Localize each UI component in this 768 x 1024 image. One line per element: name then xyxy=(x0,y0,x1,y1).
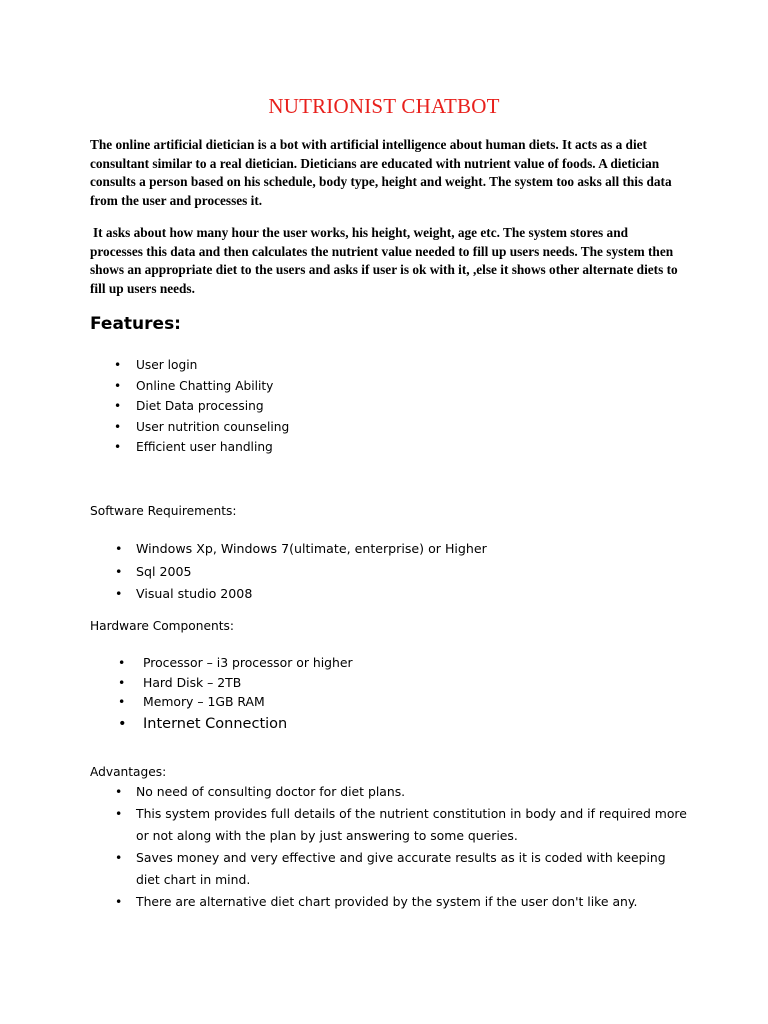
bullet-icon: • xyxy=(115,806,123,821)
list-item-text: Visual studio 2008 xyxy=(136,586,253,601)
list-item xyxy=(90,538,487,561)
document-title: NUTRIONIST CHATBOT xyxy=(268,94,500,118)
list-item-text: Saves money and very effective and give accurate results as it is coded with keeping diet chart in mind. xyxy=(136,850,666,887)
list-item xyxy=(90,355,289,376)
features-list xyxy=(90,355,289,458)
list-item xyxy=(90,437,289,458)
list-item xyxy=(90,417,289,438)
bullet-icon: • xyxy=(118,674,126,690)
bullet-icon: • xyxy=(115,563,123,579)
list-item-text: Memory – 1GB RAM xyxy=(143,694,265,709)
list-item-text: Hard Disk – 2TB xyxy=(143,674,242,690)
list-item-text: Internet Connection xyxy=(143,715,288,732)
list-item-text: User login xyxy=(136,358,198,372)
list-item xyxy=(90,692,353,712)
list-item-text: There are alternative diet chart provided by the system if the user don't like any. xyxy=(136,894,638,909)
bullet-icon: • xyxy=(115,894,123,909)
bullet-icon: • xyxy=(114,440,122,454)
bullet-icon: • xyxy=(114,419,122,434)
list-item-text: Efficient user handling xyxy=(136,440,273,454)
list-item xyxy=(90,803,690,847)
list-item xyxy=(90,847,690,891)
bullet-icon: • xyxy=(114,358,122,372)
bullet-icon: • xyxy=(118,715,127,732)
bullet-icon: • xyxy=(114,399,122,413)
list-item xyxy=(90,891,690,913)
process-paragraph: It asks about how many hour the user works, his height, weight, age etc. The system stores and processes this data and then calculates the nutrient value needed to fill up users needs. The system then shows an appropriate diet to the users and asks if user is ok with it, ,else it shows other alternate diets to fill up users needs. xyxy=(90,225,678,296)
list-item-text: Processor – i3 processor or higher xyxy=(143,655,353,670)
list-item-text: Online Chatting Ability xyxy=(136,378,274,393)
software-requirements-list xyxy=(90,538,487,606)
hardware-components-heading: Hardware Components: xyxy=(90,619,234,633)
list-item xyxy=(90,561,487,584)
bullet-icon: • xyxy=(115,850,123,865)
intro-paragraph: The online artificial dietician is a bot with artificial intelligence about human diets. It acts as a diet consultant similar to a real dietician. Dieticians are educated with nutrient value of foods. A dietician consults a person based on his schedule, body type, height and weight. The system too asks all this data from the user and processes it. xyxy=(90,137,672,208)
list-item xyxy=(90,781,690,803)
features-heading: Features: xyxy=(90,314,181,334)
list-item-text: No need of consulting doctor for diet plans. xyxy=(136,784,406,799)
hardware-components-list xyxy=(90,653,353,737)
list-item xyxy=(90,583,487,606)
list-item-text: Windows Xp, Windows 7(ultimate, enterprise) or Higher xyxy=(136,541,487,556)
list-item xyxy=(90,376,289,397)
bullet-icon: • xyxy=(118,694,126,709)
bullet-icon: • xyxy=(115,586,123,601)
list-item-text: Diet Data processing xyxy=(136,399,264,413)
list-item-text: User nutrition counseling xyxy=(136,419,290,434)
list-item-text: Sql 2005 xyxy=(136,563,192,579)
list-item xyxy=(90,673,353,693)
software-requirements-heading: Software Requirements: xyxy=(90,504,237,518)
list-item xyxy=(90,653,353,673)
list-item xyxy=(90,712,353,737)
bullet-icon: • xyxy=(115,541,123,556)
list-item-text: This system provides full details of the nutrient constitution in body and if required more or not along with the plan by just answering to some queries. xyxy=(136,806,687,843)
bullet-icon: • xyxy=(118,655,126,670)
advantages-list xyxy=(90,781,690,913)
bullet-icon: • xyxy=(115,784,123,799)
advantages-heading: Advantages: xyxy=(90,765,167,779)
list-item xyxy=(90,396,289,417)
bullet-icon: • xyxy=(114,378,122,393)
